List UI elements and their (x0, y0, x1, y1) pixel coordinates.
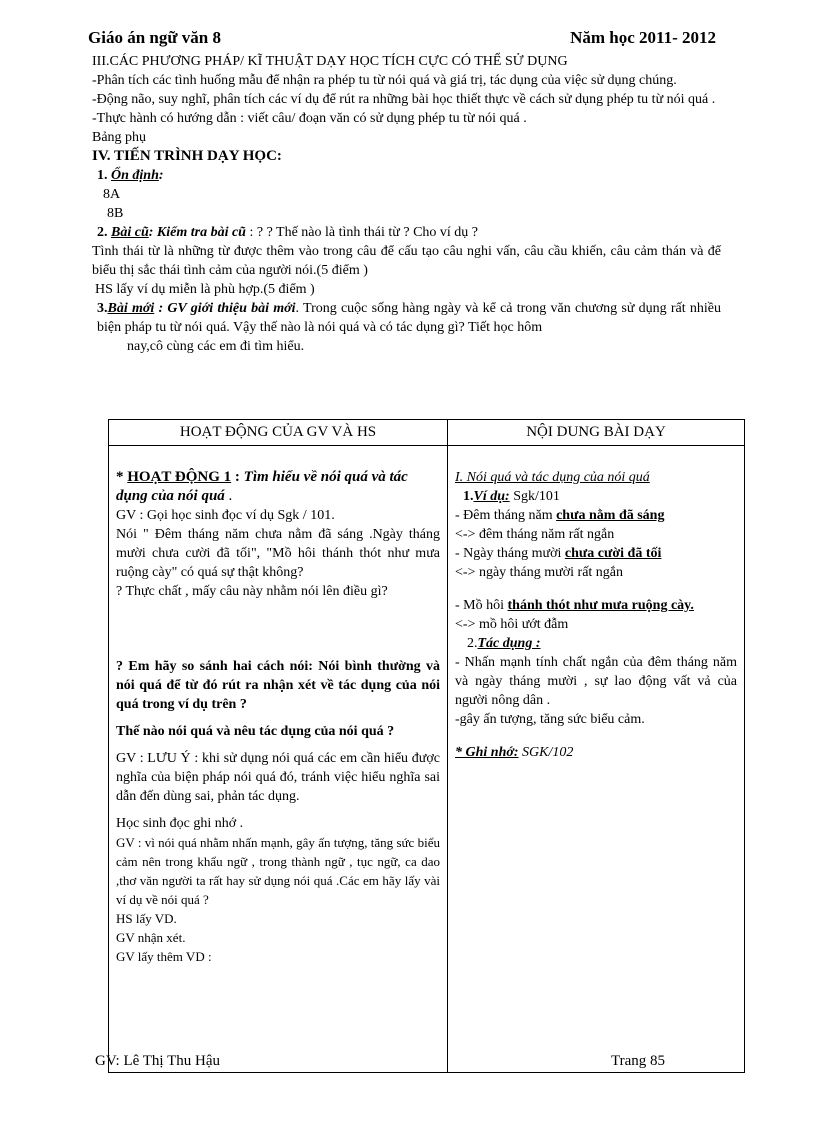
content-heading-1: I. Nói quá và tác dụng của nói quá (455, 470, 650, 485)
materials-line: Bảng phụ (92, 130, 147, 145)
step3-number: 3. (97, 301, 108, 316)
step3-colon: : (154, 301, 168, 316)
section3-item-2: -Động não, suy nghĩ, phân tích các ví dụ để rút ra những bài học thiết thực về cách sử dụng phép tu từ nói quá . (92, 92, 716, 107)
footer-page-number: Trang 85 (611, 1053, 666, 1069)
example-line-5 (455, 596, 737, 615)
memo-ref: SGK/102 (518, 745, 574, 760)
example-line-1-pre: - Đêm tháng năm (455, 508, 557, 523)
activity-end: . (224, 488, 233, 504)
section4-title: IV. TIẾN TRÌNH DẠY HỌC: (92, 148, 282, 164)
effect-heading (467, 634, 737, 653)
header-title: Giáo án ngữ văn 8 (88, 28, 222, 47)
hs-read-note: Học sinh đọc ghi nhớ . (116, 816, 244, 831)
section3-item-1: -Phân tích các tình huống mẫu để nhận ra phép tu từ nói quá và giá trị, tác dụng của việc sử dụng chúng. (92, 73, 677, 88)
memo-label: * Ghi nhớ: (455, 745, 519, 760)
step3-text: . Trong cuộc sống hàng ngày và kể cả trong văn chương sử dụng rất nhiều biện pháp tu từ nói quá. Vậy thế nào là nói quá và có tác dụng gì? Tiết học hôm (97, 301, 721, 335)
step1-heading (97, 166, 721, 185)
gv-question-exaggeration: Nói " Đêm tháng năm chưa nằm đã sáng .Ngày tháng mười chưa cười đã tối", "Mồ hôi thánh thót như mưa ruộng cày" có quá sự thật không? (116, 527, 440, 580)
content-column (448, 446, 745, 1073)
gv-question-meaning: ? Thực chất , mấy câu này nhằm nói lên điều gì? (116, 584, 388, 599)
gv-comment: GV nhận xét. (116, 930, 186, 945)
step2-sub: Kiểm tra bài cũ (156, 225, 246, 240)
question-compare: ? Em hãy so sánh hai cách nói: Nói bình thường và nói quá để từ đó rút ra nhận xét về tác dụng của nói quá trong ví dụ trên ? (116, 659, 440, 712)
table-header-row (109, 420, 745, 446)
activity-title: Tìm hiểu về nói quá và tác dụng của nói quá (116, 469, 408, 504)
step1-colon: : (158, 168, 164, 183)
gv-explanation: GV : vì nói quá nhằm nhấn mạnh, gây ấn tượng, tăng sức biểu cảm nên trong khẩu ngữ , trong thành ngữ , tục ngữ, ca dao ,thơ văn người ta rất hay sử dụng nói quá .Các em hãy lấy vài ví dụ về nói quá ? (116, 835, 440, 907)
example-line-3-pre: - Ngày tháng mười (455, 546, 565, 561)
hs-examples: HS lấy VD. (116, 911, 177, 926)
step3-paragraph (97, 299, 721, 337)
step2-number: 2. (97, 225, 108, 240)
example-number: 1. (463, 489, 474, 504)
step2-answer: Tình thái từ là những từ được thêm vào trong câu để cấu tạo câu nghi vấn, câu cầu khiến, câu cảm thán và để biểu thị sắc thái tình cảm của người nói.(5 điểm ) (92, 244, 721, 278)
example-ref: Sgk/101 (509, 489, 560, 504)
step3-last: nay,cô cùng các em đi tìm hiểu. (127, 339, 305, 354)
example-line-2: <-> đêm tháng năm rất ngắn (455, 527, 615, 542)
memo-line (455, 743, 737, 762)
step3-label: Bài mới (107, 301, 155, 316)
example-line-1 (455, 506, 737, 525)
document-body (92, 52, 721, 356)
example-line-5-pre: - Mồ hôi (455, 598, 508, 613)
step2-label: Bài cũ (111, 225, 149, 240)
example-line-3 (455, 544, 737, 563)
lesson-table (108, 419, 745, 1073)
header-activity: HOẠT ĐỘNG CỦA GV VÀ HS (109, 420, 448, 446)
header-content: NỘI DUNG BÀI DẠY (448, 420, 745, 446)
step2-question: : ? ? Thế nào là tình thái từ ? Cho ví dụ ? (245, 225, 479, 240)
step1-number: 1. (97, 168, 108, 183)
step3-sub: GV giới thiệu bài mới (167, 301, 296, 316)
example-line-4: <-> ngày tháng mười rất ngắn (455, 565, 624, 580)
example-line-6: <-> mồ hôi ướt đẫm (455, 617, 569, 632)
step2-colon: : (148, 225, 154, 240)
class-8a: 8A (103, 187, 121, 202)
activity-label: HOẠT ĐỘNG 1 (127, 469, 232, 485)
step2-hs: HS lấy ví dụ miễn là phù hợp.(5 điểm ) (95, 282, 315, 297)
table-row (109, 446, 745, 1073)
example-line-3-highlight: chưa cười đã tối (564, 546, 662, 561)
section3-item-3: -Thực hành có hướng dẫn : viết câu/ đoạn văn có sử dụng phép tu từ nói quá . (92, 111, 527, 126)
effect-number: 2. (467, 636, 478, 651)
section3-title: III.CÁC PHƯƠNG PHÁP/ KĨ THUẬT DẠY HỌC TÍCH CỰC CÓ THỂ SỬ DỤNG (92, 54, 568, 69)
activity-column (109, 446, 448, 1073)
effect-line-2: -gây ấn tượng, tăng sức biểu cảm. (455, 712, 645, 727)
activity-colon: : (231, 469, 244, 485)
question-definition: Thế nào nói quá và nêu tác dụng của nói quá ? (116, 724, 395, 739)
activity-prefix: * (116, 469, 128, 485)
example-label: Ví dụ: (473, 489, 510, 504)
example-line-1-highlight: chưa nằm đã sáng (556, 508, 665, 523)
example-line-5-highlight: thánh thót như mưa ruộng cày. (507, 598, 694, 613)
gv-note: GV : LƯU Ý : khi sử dụng nói quá các em cần hiểu được nghĩa của biện pháp nói quá đó, tránh việc hiểu nghĩa sai dẫn đến dùng sai, phản tác dụng. (116, 751, 440, 804)
footer-teacher: GV: Lê Thị Thu Hậu (95, 1053, 220, 1069)
gv-read-example: GV : Gọi học sinh đọc ví dụ Sgk / 101. (116, 508, 335, 523)
effect-line-1: - Nhấn mạnh tính chất ngắn của đêm tháng năm và ngày tháng mười , sự lao động vất vả của người nông dân . (455, 655, 737, 708)
activity-heading (116, 468, 440, 506)
gv-more-examples: GV lấy thêm VD : (116, 949, 212, 964)
step1-label: Ổn định (111, 168, 159, 183)
example-heading (463, 487, 737, 506)
header-school-year: Năm học 2011- 2012 (570, 28, 716, 47)
step2-heading (97, 223, 721, 242)
effect-label: Tác dụng : (477, 636, 541, 651)
class-8b: 8B (107, 206, 124, 221)
